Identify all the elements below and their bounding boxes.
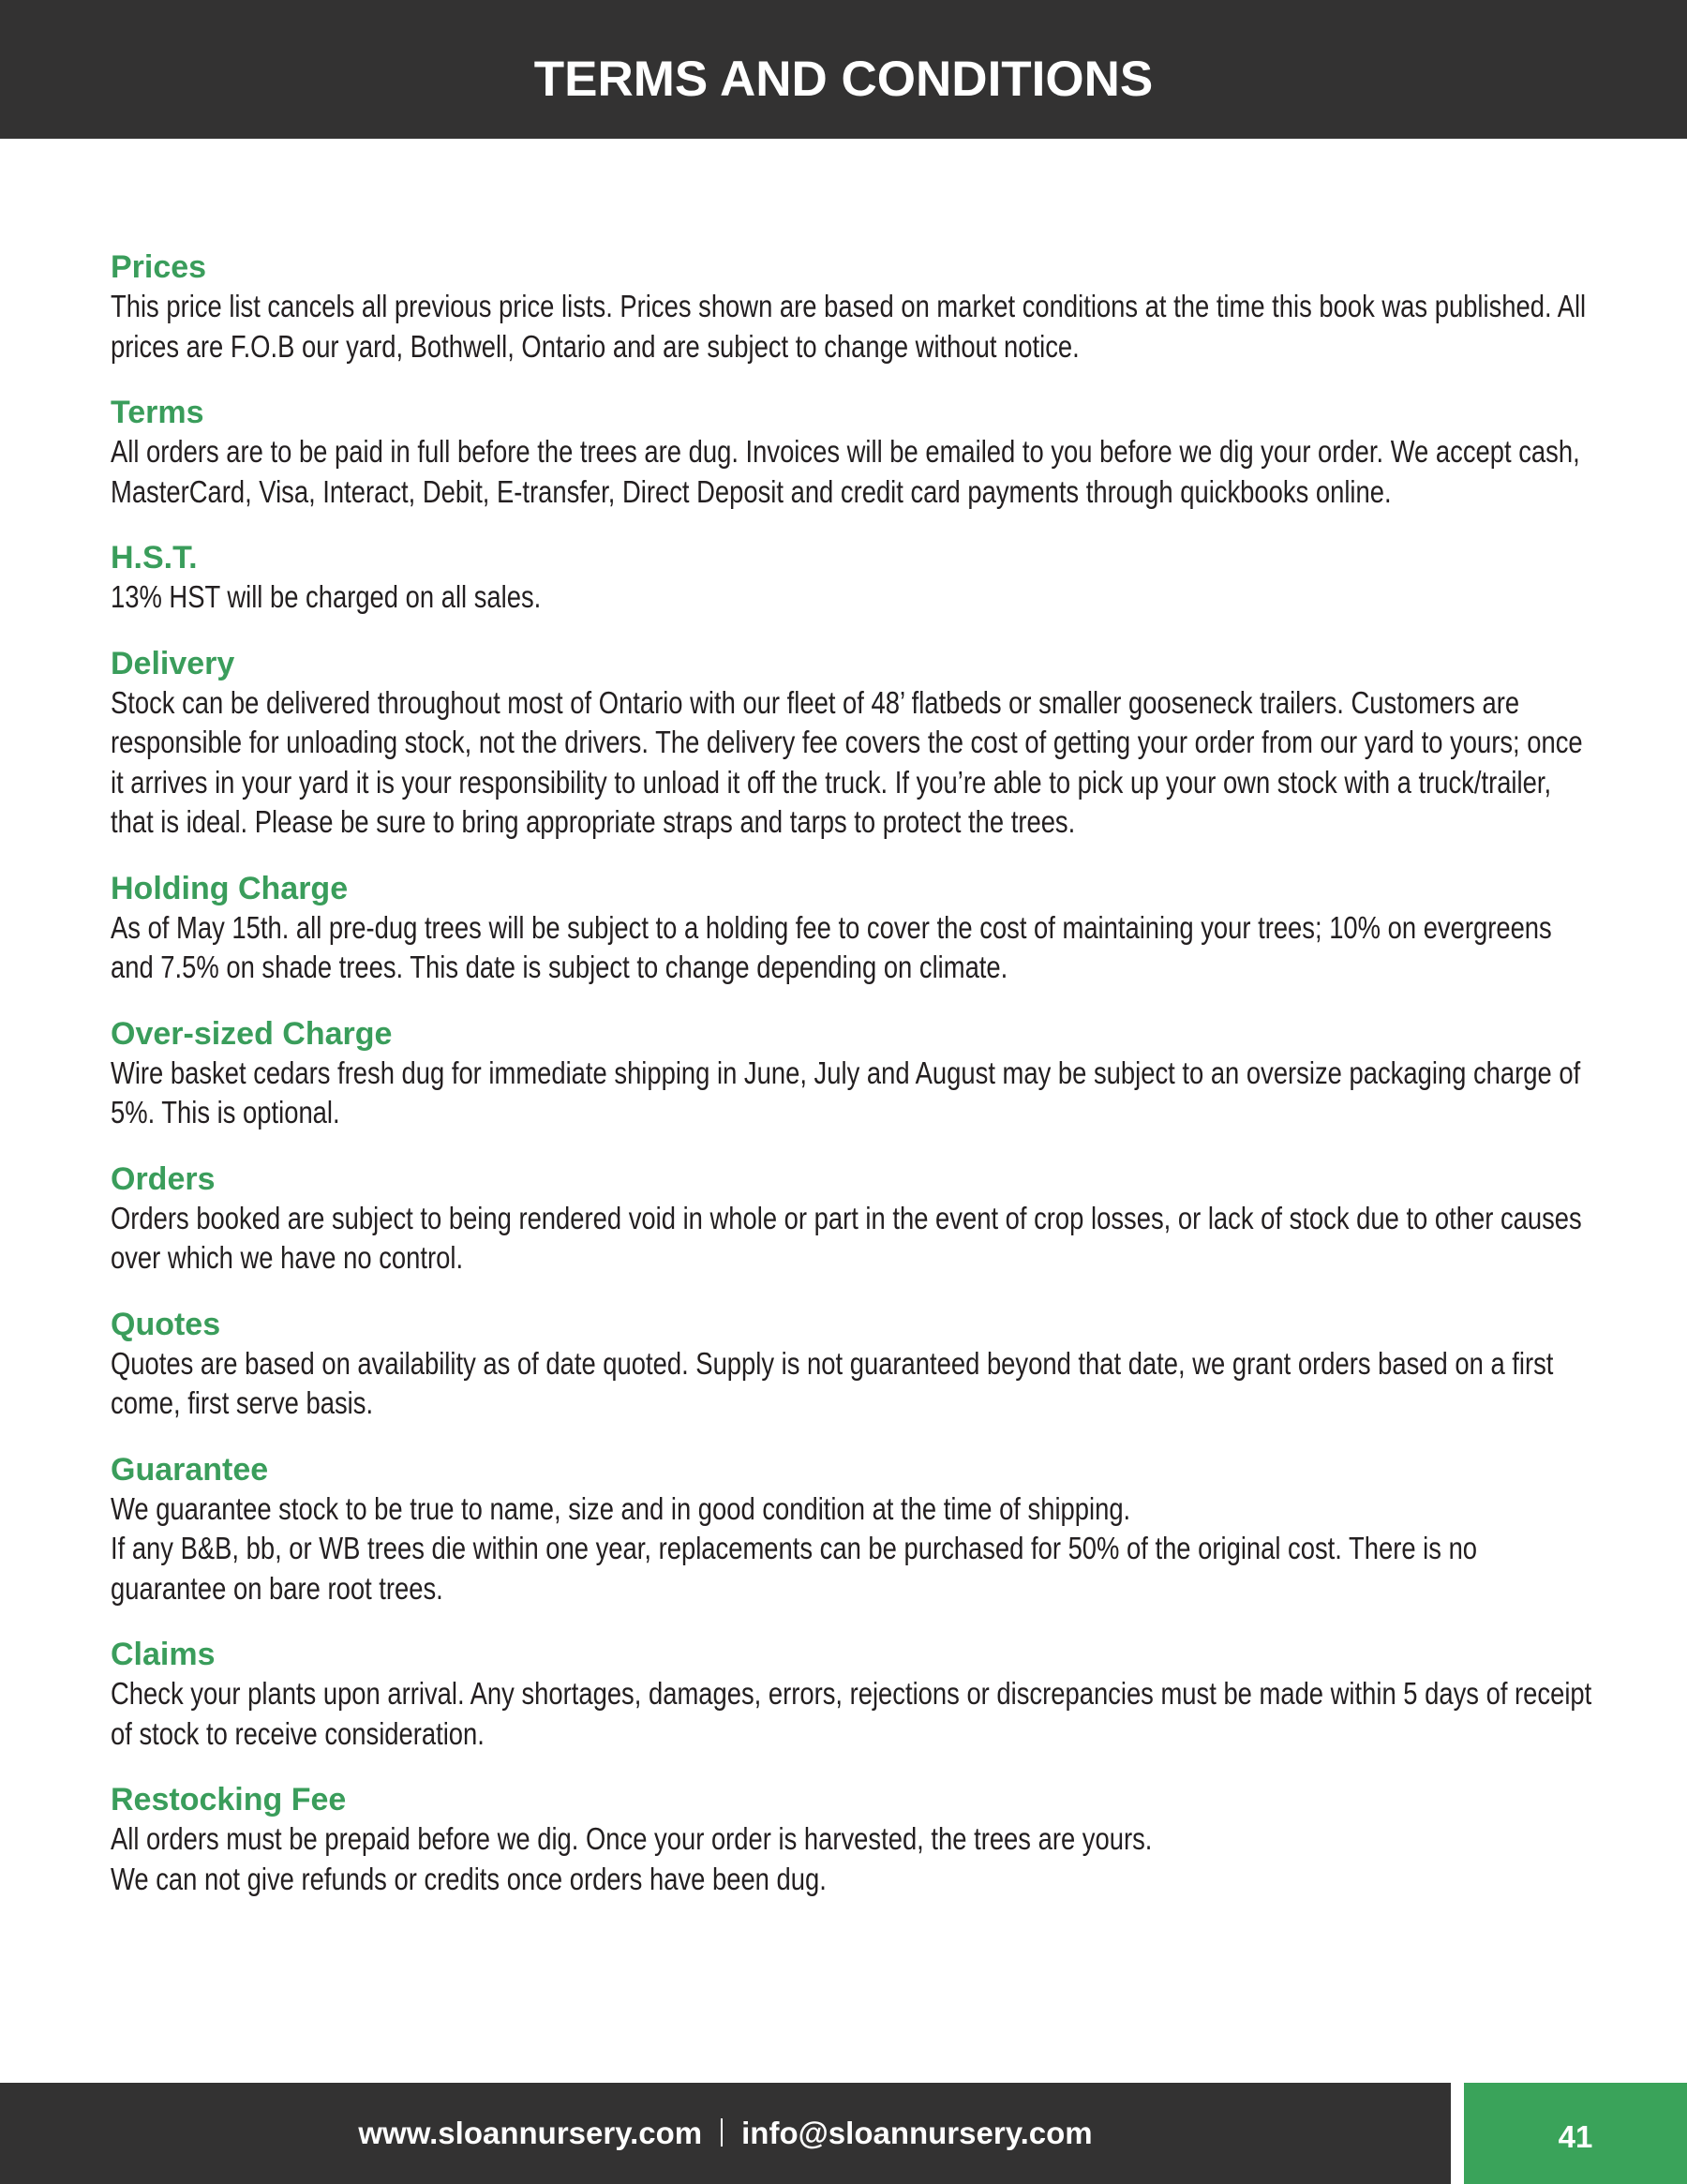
section-paragraph: This price list cancels all previous price lists. Prices shown are based on market conditions at the time this book was published. All prices are F.O.B our yard, Bothwell, Ontario and are subject to change without notice.: [111, 289, 1587, 364]
email-link[interactable]: info@sloannursery.com: [741, 2116, 1093, 2150]
section-body: [111, 577, 1596, 618]
section-body: [111, 1344, 1596, 1424]
section-paragraph: Check your plants upon arrival. Any shortages, damages, errors, rejections or discrepancies must be made within 5 days of receipt of stock to receive consideration.: [111, 1676, 1592, 1751]
section-heading: Prices: [111, 249, 207, 285]
section-paragraph: As of May 15th. all pre-dug trees will be subject to a holding fee to cover the cost of maintaining your trees; 10% on evergreens and 7.5% on shade trees. This date is subject to change depending on climate.: [111, 909, 1552, 984]
section-paragraph: Quotes are based on availability as of date quoted. Supply is not guaranteed beyond that date, we grant orders based on a first come, first serve basis.: [111, 1345, 1554, 1420]
section-body: [111, 1489, 1596, 1609]
website-link[interactable]: www.sloannursery.com: [358, 2116, 703, 2150]
section-heading: H.S.T.: [111, 540, 198, 576]
section-hst: [111, 538, 1591, 618]
section-heading: Holding Charge: [111, 870, 349, 906]
section-paragraph: If any B&B, bb, or WB trees die within one year, replacements can be purchased for 50% of the original cost. There is no guarantee on bare root trees.: [111, 1531, 1478, 1606]
section-heading: Quotes: [111, 1306, 221, 1342]
page-number: 41: [1558, 2119, 1593, 2154]
section-heading: Restocking Fee: [111, 1782, 347, 1818]
section-body: [111, 1054, 1596, 1133]
section-paragraph: We can not give refunds or credits once orders have been dug.: [111, 1861, 827, 1896]
section-paragraph: Stock can be delivered throughout most of Ontario with our fleet of 48’ flatbeds or smaller gooseneck trailers. Customers are responsible for unloading stock, not the drivers. The delivery fee covers the cost of getting your order from our yard to yours; once it arrives in your yard it is your responsibility to unload it off the truck. If you’re able to pick up your own stock with a truck/trailer, that is ideal. Please be sure to bring appropriate straps and tarps to protect the trees.: [111, 684, 1583, 839]
section-paragraph: 13% HST will be charged on all sales.: [111, 579, 542, 614]
section-quotes: [111, 1305, 1591, 1424]
section-orders: [111, 1159, 1591, 1279]
section-terms: [111, 393, 1591, 512]
section-paragraph: We guarantee stock to be true to name, size and in good condition at the time of shipping.: [111, 1490, 1131, 1526]
footer-contact: [0, 2113, 1451, 2154]
section-restocking-fee: [111, 1780, 1591, 1899]
section-holding-charge: [111, 869, 1591, 988]
section-body: [111, 908, 1596, 988]
terms-content: [111, 247, 1591, 1925]
section-body: [111, 432, 1596, 512]
section-body: [111, 1199, 1596, 1279]
section-paragraph: Wire basket cedars fresh dug for immediate shipping in June, July and August may be subject to an oversize packaging charge of 5%. This is optional.: [111, 1055, 1581, 1129]
section-heading: Over-sized Charge: [111, 1015, 393, 1052]
section-body: [111, 287, 1596, 366]
section-paragraph: All orders must be prepaid before we dig. Once your order is harvested, the trees are yours.: [111, 1821, 1153, 1856]
section-body: [111, 1674, 1596, 1754]
section-guarantee: [111, 1450, 1591, 1609]
footer-divider: [721, 2118, 723, 2147]
section-delivery: [111, 644, 1591, 843]
section-body: [111, 683, 1596, 843]
section-heading: Delivery: [111, 645, 235, 681]
section-heading: Terms: [111, 395, 204, 430]
section-claims: [111, 1635, 1591, 1754]
section-heading: Guarantee: [111, 1451, 269, 1488]
section-heading: Orders: [111, 1160, 216, 1197]
section-paragraph: Orders booked are subject to being rendered void in whole or part in the event of crop losses, or lack of stock due to other causes over which we have no control.: [111, 1200, 1582, 1275]
page-title: TERMS AND CONDITIONS: [533, 52, 1154, 107]
section-body: [111, 1819, 1596, 1899]
section-prices: [111, 247, 1591, 366]
section-over-sized-charge: [111, 1014, 1591, 1133]
section-paragraph: All orders are to be paid in full before the trees are dug. Invoices will be emailed to you before we dig your order. We accept cash, MasterCard, Visa, Interact, Debit, E-transfer, Direct Deposit and credit card payments through quickbooks online.: [111, 434, 1580, 509]
section-heading: Claims: [111, 1637, 216, 1672]
